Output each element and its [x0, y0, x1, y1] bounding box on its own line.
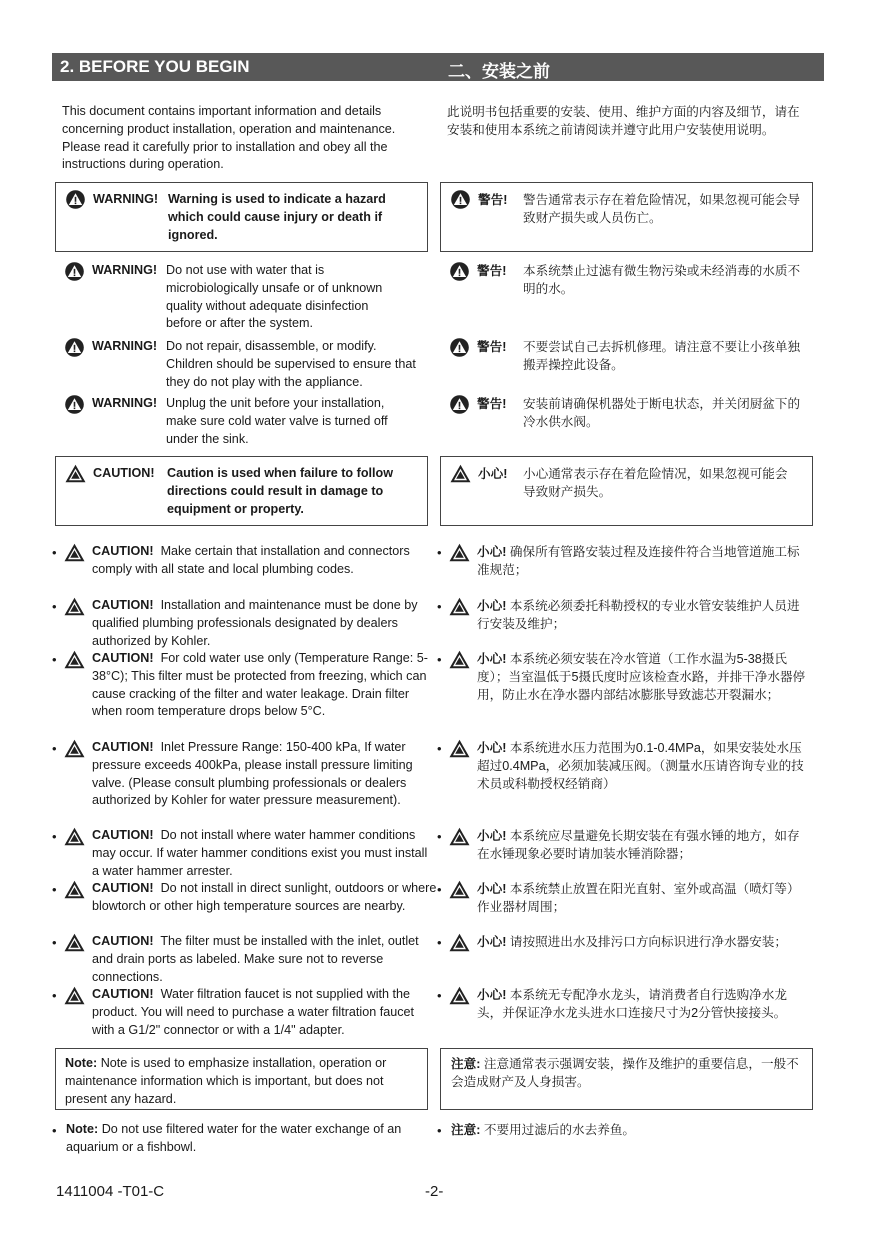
caution-text: CAUTION! The filter must be installed with the inlet, outlet and drain ports as labeled. Make sure not to reverse connections.: [92, 934, 419, 984]
warning-icon: [449, 338, 470, 357]
caution-label: CAUTION!: [92, 987, 154, 1001]
caution-item: • CAUTION! Make certain that installation and connectors comply with all state and local plumbing codes.: [52, 543, 437, 597]
intro-cn: 此说明书包括重要的安装、使用、维护方面的内容及细节，请在安装和使用本系统之前请阅读并遵守此用户安装使用说明。: [447, 105, 800, 137]
warning-text-cn: 不要尝试自己去拆机修理。请注意不要让小孩单独搬弄操控此设备。: [523, 340, 801, 372]
caution-text: CAUTION! Water filtration faucet is not supplied with the product. You will need to purchase a water filtration faucet with a G1/2" connector or with a 1/4" adapter.: [92, 987, 415, 1037]
warning-icon: [64, 338, 85, 357]
warning-definition-text: Warning is used to indicate a hazard which could cause injury or death if ignored.: [168, 192, 386, 242]
caution-item-cn: • 小心! 本系统应尽量避免长期安装在有强水锤的地方，如存在水锤现象必要时请加装水锤消除器；: [437, 827, 817, 867]
caution-label: CAUTION!: [92, 828, 154, 842]
caution-text-cn: 小心! 本系统无专配净水龙头，请消费者自行选购净水龙头，并保证净水龙头进水口连接尺寸为2分管快接接头。: [477, 988, 787, 1020]
caution-text: CAUTION! For cold water use only (Temperature Range: 5-38°C); This filter must be protected from freezing, which can cause cracking of the filter and water leakage. Drain filter when room temperature drops below 5°C.: [92, 651, 428, 719]
warning-icon: [449, 262, 470, 281]
note-label-cn: 注意:: [451, 1057, 481, 1071]
caution-icon: [65, 464, 86, 483]
warning-item-cn: [449, 395, 814, 435]
note-item-cn: • 注意: 不要用过滤后的水去养鱼。: [437, 1121, 817, 1141]
warning-text: Do not repair, disassemble, or modify. Children should be supervised to ensure that they do not play with the appliance.: [166, 339, 416, 389]
warning-text: Do not use with water that is microbiologically unsafe or of unknown quality without adequate disinfection before or after the system.: [166, 263, 383, 331]
caution-icon: [449, 543, 470, 562]
caution-label-cn: 小心!: [477, 545, 507, 559]
caution-item: • CAUTION! Installation and maintenance must be done by qualified plumbing professionals designated by dealers authorized by Kohler.: [52, 597, 437, 651]
warning-label-cn: 警告!: [478, 193, 508, 207]
caution-item-cn: • 小心! 本系统必须安装在冷水管道（工作水温为5-38摄氏度）；当室温低于5摄氏度时应该检查水路，并排干净水器停用，防止水在净水器内部结冰膨胀导致滤芯开裂漏水；: [437, 650, 817, 710]
note-item: • Note: Do not use filtered water for the water exchange of an aquarium or a fishbowl.: [52, 1121, 437, 1157]
warning-text: Unplug the unit before your installation, make sure cold water valve is turned off under the sink.: [166, 396, 388, 446]
caution-label-cn: 小心!: [478, 467, 508, 481]
caution-icon: [449, 597, 470, 616]
warning-label-cn: 警告!: [477, 340, 507, 354]
caution-icon: [64, 933, 85, 952]
warning-text-cn: 本系统禁止过滤有微生物污染或未经消毒的水质不明的水。: [523, 264, 801, 296]
warning-definition-box-en: [55, 182, 428, 252]
caution-item: • CAUTION! Water filtration faucet is not supplied with the product. You will need to purchase a water filtration faucet with a G1/2" connector or with a 1/4" adapter.: [52, 986, 437, 1040]
caution-label-cn: 小心!: [477, 829, 507, 843]
note-definition-text-cn: 注意: 注意通常表示强调安装，操作及维护的重要信息，一般不会造成财产及人身损害。: [451, 1057, 799, 1089]
warning-label-cn: 警告!: [477, 264, 507, 278]
caution-label: CAUTION!: [92, 651, 154, 665]
caution-item: • CAUTION! Do not install where water hammer conditions may occur. If water hammer conditions exist you must install a water hammer arrester.: [52, 827, 437, 881]
caution-icon: [64, 739, 85, 758]
caution-text-cn: 小心! 本系统应尽量避免长期安装在有强水锤的地方，如存在水锤现象必要时请加装水锤消除器；: [477, 829, 800, 861]
caution-label: CAUTION!: [92, 598, 154, 612]
warning-label-cn: 警告!: [477, 397, 507, 411]
caution-item: • CAUTION! The filter must be installed with the inlet, outlet and drain ports as labeled. Make sure not to reverse connections.: [52, 933, 437, 987]
warning-icon: [64, 395, 85, 414]
note-definition-box-en: [55, 1048, 428, 1110]
note-text-cn: 注意: 不要用过滤后的水去养鱼。: [451, 1123, 636, 1137]
caution-label-cn: 小心!: [477, 935, 507, 949]
caution-item-cn: • 小心! 本系统禁止放置在阳光直射、室外或高温（喷灯等）作业器材周围；: [437, 880, 817, 920]
caution-label-cn: 小心!: [477, 882, 507, 896]
caution-label: CAUTION!: [92, 934, 154, 948]
warning-label: WARNING!: [92, 396, 158, 410]
caution-icon: [64, 597, 85, 616]
caution-definition-box-cn: [440, 456, 813, 526]
caution-icon: [64, 543, 85, 562]
caution-item: • CAUTION! For cold water use only (Temperature Range: 5-38°C); This filter must be protected from freezing, which can cause cracking of the filter and water leakage. Drain filter when room temperature drops below 5°C.: [52, 650, 437, 740]
caution-text: CAUTION! Do not install where water hammer conditions may occur. If water hammer conditions exist you must install a water hammer arrester.: [92, 828, 428, 878]
warning-item-cn: [449, 262, 814, 302]
caution-text-cn: 小心! 本系统必须安装在冷水管道（工作水温为5-38摄氏度）；当室温低于5摄氏度时应该检查水路，并排干净水器停用，防止水在净水器内部结冰膨胀导致滤芯开裂漏水；: [477, 652, 806, 702]
note-definition-text: Note: Note is used to emphasize installation, operation or maintenance information which is important, but does not present any hazard.: [65, 1056, 387, 1106]
warning-label: WARNING!: [93, 192, 159, 206]
caution-text-cn: 小心! 请按照进出水及排污口方向标识进行净水器安装；: [477, 935, 787, 949]
note-definition-box-cn: [440, 1048, 813, 1110]
caution-icon: [64, 986, 85, 1005]
caution-text-cn: 小心! 本系统必须委托科勒授权的专业水管安装维护人员进行安装及维护；: [477, 599, 800, 631]
caution-label: CAUTION!: [92, 740, 154, 754]
warning-definition-box-cn: [440, 182, 813, 252]
warning-label: WARNING!: [92, 339, 158, 353]
caution-item-cn: • 小心! 本系统必须委托科勒授权的专业水管安装维护人员进行安装及维护；: [437, 597, 817, 637]
warning-item: [64, 262, 434, 334]
caution-text: CAUTION! Make certain that installation and connectors comply with all state and local plumbing codes.: [92, 544, 410, 576]
warning-icon: [65, 190, 86, 209]
section-title-en: 2. BEFORE YOU BEGIN: [60, 57, 250, 76]
note-label: Note:: [66, 1122, 99, 1136]
caution-text: CAUTION! Inlet Pressure Range: 150-400 kPa, If water pressure exceeds 400kPa, please install pressure limiting valve. (Please consult plumbing professionals or dealers authorized by Kohler for water pressure measurement).: [92, 740, 413, 808]
warning-item: [64, 395, 434, 449]
caution-item: • CAUTION! Inlet Pressure Range: 150-400 kPa, If water pressure exceeds 400kPa, please install pressure limiting valve. (Please consult plumbing professionals or dealers authorized by Kohler for water pressure measurement).: [52, 739, 437, 829]
caution-label-cn: 小心!: [477, 741, 507, 755]
warning-icon: [449, 395, 470, 414]
caution-icon: [449, 880, 470, 899]
caution-icon: [449, 827, 470, 846]
caution-label-cn: 小心!: [477, 652, 507, 666]
note-label: Note:: [65, 1056, 98, 1070]
caution-text-cn: 小心! 本系统进水压力范围为0.1-0.4MPa，如果安装处水压超过0.4MPa，必须加装减压阀。（测量水压请咨询专业的技术员或科勒授权经销商）: [477, 741, 804, 791]
caution-label: CAUTION!: [92, 544, 154, 558]
caution-text: CAUTION! Do not install in direct sunlight, outdoors or where blowtorch or other high temperature sources are nearby.: [92, 881, 437, 913]
warning-label: WARNING!: [92, 263, 158, 277]
caution-icon: [64, 880, 85, 899]
caution-definition-box-en: [55, 456, 428, 526]
caution-item-cn: • 小心! 请按照进出水及排污口方向标识进行净水器安装；: [437, 933, 817, 973]
warning-item: [64, 338, 434, 392]
section-header: [52, 53, 824, 81]
warning-icon: [450, 190, 471, 209]
intro-en: This document contains important information and details concerning product installation, operation and maintenance. Please read it carefully prior to installation and obey all the instructions during operation.: [62, 104, 396, 172]
caution-label-cn: 小心!: [477, 988, 507, 1002]
caution-label-cn: 小心!: [477, 599, 507, 613]
caution-definition-text-cn: 小心通常表示存在着危险情况，如果忽视可能会导致财产损失。: [523, 467, 788, 499]
caution-item-cn: • 小心! 本系统进水压力范围为0.1-0.4MPa，如果安装处水压超过0.4MPa，必须加装减压阀。（测量水压请咨询专业的技术员或科勒授权经销商）: [437, 739, 817, 799]
caution-text-cn: 小心! 本系统禁止放置在阳光直射、室外或高温（喷灯等）作业器材周围；: [477, 882, 800, 914]
note-label-cn: 注意:: [451, 1123, 481, 1137]
caution-icon: [449, 739, 470, 758]
caution-icon: [449, 986, 470, 1005]
page-number: -2-: [425, 1183, 444, 1200]
note-text: Note: Do not use filtered water for the water exchange of an aquarium or a fishbowl.: [66, 1122, 402, 1154]
caution-label: CAUTION!: [93, 466, 155, 480]
caution-icon: [449, 933, 470, 952]
caution-label: CAUTION!: [92, 881, 154, 895]
warning-definition-text-cn: 警告通常表示存在着危险情况，如果忽视可能会导致财产损失或人员伤亡。: [523, 193, 801, 225]
section-title-cn: 二、安装之前: [448, 62, 550, 81]
caution-icon: [450, 464, 471, 483]
caution-text-cn: 小心! 确保所有管路安装过程及连接件符合当地管道施工标准规范；: [477, 545, 800, 577]
caution-icon: [64, 827, 85, 846]
document-number: 1411004 -T01-C: [56, 1183, 165, 1200]
caution-item: • CAUTION! Do not install in direct sunlight, outdoors or where blowtorch or other high temperature sources are nearby.: [52, 880, 437, 934]
caution-text: CAUTION! Installation and maintenance must be done by qualified plumbing professionals designated by dealers authorized by Kohler.: [92, 598, 418, 648]
warning-icon: [64, 262, 85, 281]
caution-icon: [449, 650, 470, 669]
warning-item-cn: [449, 338, 814, 378]
caution-definition-text: Caution is used when failure to follow directions could result in damage to equipment or property.: [167, 466, 393, 516]
warning-text-cn: 安装前请确保机器处于断电状态，并关闭厨盆下的冷水供水阀。: [523, 397, 801, 429]
caution-item-cn: • 小心! 本系统无专配净水龙头，请消费者自行选购净水龙头，并保证净水龙头进水口连接尺寸为2分管快接接头。: [437, 986, 817, 1026]
caution-icon: [64, 650, 85, 669]
caution-item-cn: • 小心! 确保所有管路安装过程及连接件符合当地管道施工标准规范；: [437, 543, 817, 583]
